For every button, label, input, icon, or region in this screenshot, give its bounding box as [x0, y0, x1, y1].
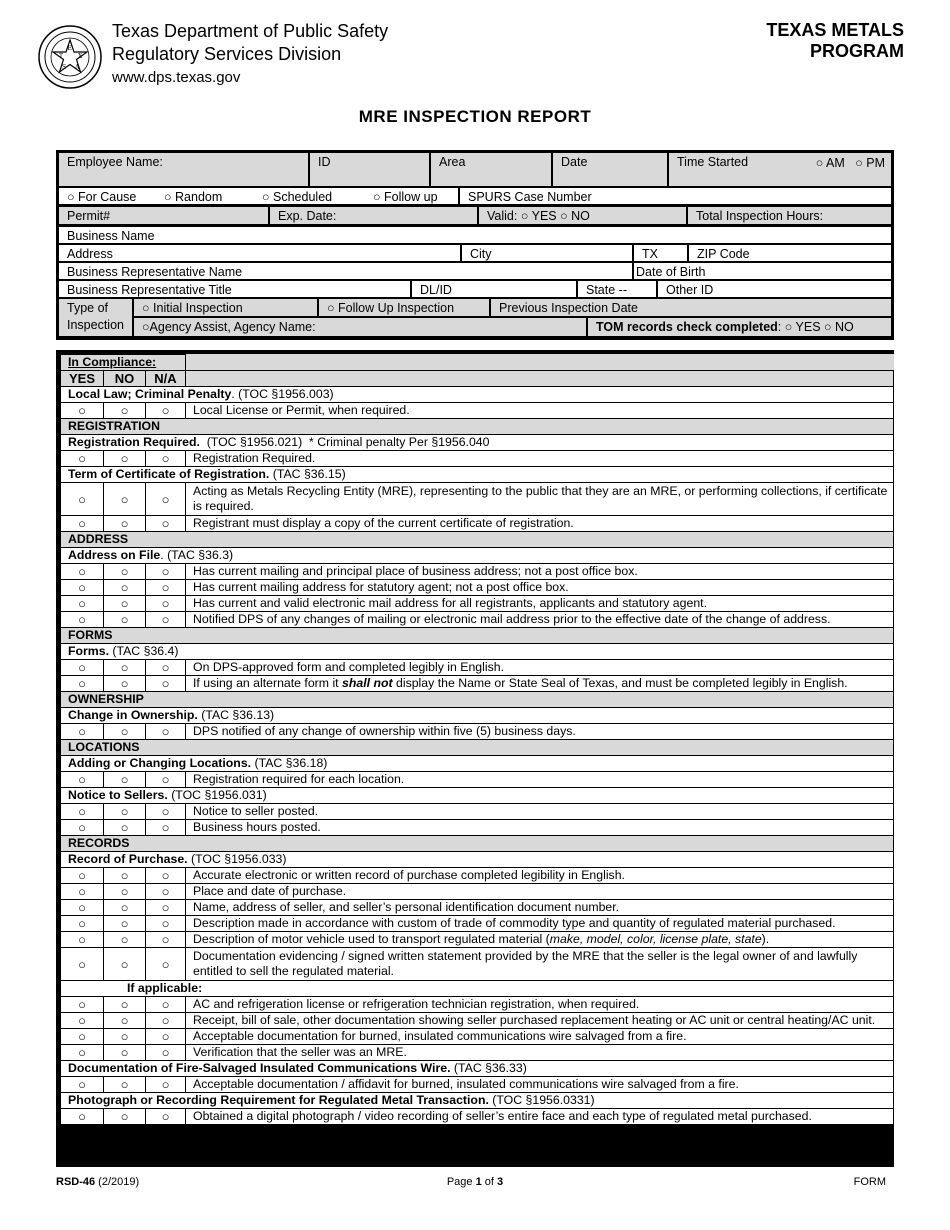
yes-radio[interactable]: ○: [61, 900, 104, 916]
no-radio[interactable]: ○: [104, 1029, 146, 1045]
checklist-item: DPS notified of any change of ownership within five (5) business days.: [186, 724, 894, 740]
na-radio[interactable]: ○: [146, 403, 186, 419]
checklist-row: [61, 804, 894, 820]
form-label: FORM: [853, 1176, 886, 1188]
follow-up-inspection-radio[interactable]: ○ Follow Up Inspection: [319, 299, 489, 316]
yes-radio[interactable]: ○: [61, 451, 104, 467]
employee-name-field[interactable]: Employee Name:: [59, 153, 308, 186]
yes-radio[interactable]: ○: [61, 820, 104, 836]
checklist-row: [61, 932, 894, 948]
state-tx-label: TX: [634, 245, 687, 261]
no-radio[interactable]: ○: [104, 564, 146, 580]
spurs-case-field[interactable]: SPURS Case Number: [460, 188, 891, 204]
other-id-field[interactable]: Other ID: [658, 281, 891, 297]
section-subheading: Record of Purchase. (TOC §1956.033): [61, 852, 894, 868]
section-subheading: Address on File. (TAC §36.3): [61, 548, 894, 564]
address-field[interactable]: Address: [59, 245, 460, 261]
section-subheading: Notice to Sellers. (TOC §1956.031): [61, 788, 894, 804]
no-radio[interactable]: ○: [104, 451, 146, 467]
agency-block: [112, 20, 388, 89]
checklist-item: Has current mailing address for statutory agent; not a post office box.: [186, 580, 894, 596]
checklist-item: Registration required for each location.: [186, 772, 894, 788]
dob-field[interactable]: Date of Birth: [634, 263, 891, 279]
agency-name: Texas Department of Public Safety: [112, 21, 389, 41]
no-radio[interactable]: ○: [104, 596, 146, 612]
inspection-info-form: [56, 150, 894, 340]
na-radio[interactable]: ○: [146, 1013, 186, 1029]
checklist-item: Accurate electronic or written record of purchase completed legibility in English.: [186, 868, 894, 884]
checklist-item: On DPS-approved form and completed legibly in English.: [186, 660, 894, 676]
checklist-item: Has current mailing and principal place of business address; not a post office box.: [186, 564, 894, 580]
na-radio[interactable]: ○: [146, 612, 186, 628]
checklist-row: [61, 660, 894, 676]
na-radio[interactable]: ○: [146, 820, 186, 836]
compliance-checklist: [56, 350, 894, 1167]
section-locations: LOCATIONS: [61, 740, 894, 756]
section-subheading: Local Law; Criminal Penalty. (TOC §1956.003): [61, 387, 894, 403]
dlid-field[interactable]: DL/ID: [412, 281, 576, 297]
no-radio[interactable]: ○: [104, 483, 146, 516]
permit-field[interactable]: Permit#: [59, 207, 268, 224]
checklist-row: [61, 451, 894, 467]
checklist-row: [61, 1045, 894, 1061]
checklist-item: Notified DPS of any changes of mailing or electronic mail address prior to the effective date of the change of address.: [186, 612, 894, 628]
no-radio[interactable]: ○: [104, 1109, 146, 1125]
checklist-item: If using an alternate form it shall not display the Name or State Seal of Texas, and must be completed legibly in English.: [186, 676, 894, 692]
svg-text:E: E: [67, 45, 72, 52]
website-link[interactable]: www.dps.texas.gov: [112, 69, 241, 86]
checklist-row: [61, 820, 894, 836]
if-applicable-label: If applicable:: [61, 981, 894, 997]
checklist-row: [61, 516, 894, 532]
na-radio[interactable]: ○: [146, 772, 186, 788]
na-radio[interactable]: ○: [146, 676, 186, 692]
rep-name-field[interactable]: Business Representative Name: [59, 263, 632, 279]
no-radio[interactable]: ○: [104, 868, 146, 884]
yes-radio[interactable]: ○: [61, 1077, 104, 1093]
section-subheading: Photograph or Recording Requirement for Regulated Metal Transaction. (TOC §1956.0331): [61, 1093, 894, 1109]
section-subheading: Adding or Changing Locations. (TAC §36.18): [61, 756, 894, 772]
checklist-item: Place and date of purchase.: [186, 884, 894, 900]
yes-radio[interactable]: ○: [61, 676, 104, 692]
section-address: ADDRESS: [61, 532, 894, 548]
checklist-row: [61, 564, 894, 580]
checklist-row: [61, 612, 894, 628]
yes-radio[interactable]: ○: [61, 580, 104, 596]
yes-radio[interactable]: ○: [61, 916, 104, 932]
no-radio[interactable]: ○: [104, 804, 146, 820]
yes-radio[interactable]: ○: [61, 1109, 104, 1125]
checklist-row: [61, 1109, 894, 1125]
random-radio[interactable]: ○ Random: [164, 190, 223, 204]
na-radio[interactable]: ○: [146, 660, 186, 676]
checklist-item: Acceptable documentation / affidavit for burned, insulated communications wire salvaged from a fire.: [186, 1077, 894, 1093]
rep-title-field[interactable]: Business Representative Title: [59, 281, 410, 297]
yes-radio[interactable]: ○: [61, 403, 104, 419]
dps-seal-icon: [38, 25, 102, 89]
checklist-item: Acceptable documentation for burned, insulated communications wire salvaged from a fire.: [186, 1029, 894, 1045]
section-subheading: Forms. (TAC §36.4): [61, 644, 894, 660]
no-radio[interactable]: ○: [104, 676, 146, 692]
section-forms: FORMS: [61, 628, 894, 644]
no-radio[interactable]: ○: [104, 820, 146, 836]
na-radio[interactable]: ○: [146, 564, 186, 580]
no-radio[interactable]: ○: [104, 1045, 146, 1061]
na-radio[interactable]: ○: [146, 1045, 186, 1061]
checklist-row: [61, 580, 894, 596]
business-name-field[interactable]: Business Name: [59, 227, 891, 243]
na-radio[interactable]: ○: [146, 724, 186, 740]
time-started-field[interactable]: Time Started ○ AM ○ PM: [669, 153, 891, 186]
no-radio[interactable]: ○: [104, 660, 146, 676]
yes-radio[interactable]: ○: [61, 596, 104, 612]
yes-radio[interactable]: ○: [61, 564, 104, 580]
zip-field[interactable]: ZIP Code: [689, 245, 891, 261]
date-field[interactable]: Date: [553, 153, 667, 186]
yes-radio[interactable]: ○: [61, 660, 104, 676]
checklist-row: [61, 483, 894, 516]
checklist-item: Description made in accordance with custom of trade of commodity type and quantity of regulated material purchased.: [186, 916, 894, 932]
checklist-row: [61, 884, 894, 900]
section-subheading: Term of Certificate of Registration. (TAC §36.15): [61, 467, 894, 483]
no-radio[interactable]: ○: [104, 884, 146, 900]
area-field[interactable]: Area: [431, 153, 551, 186]
no-radio[interactable]: ○: [104, 916, 146, 932]
type-of-inspection-label: Type of Inspection: [59, 299, 132, 336]
no-radio[interactable]: ○: [104, 403, 146, 419]
previous-inspection-date-field[interactable]: Previous Inspection Date: [491, 299, 891, 316]
checklist-row: [61, 1029, 894, 1045]
svg-text:T: T: [59, 53, 64, 60]
no-radio[interactable]: ○: [104, 948, 146, 981]
checklist-row: [61, 403, 894, 419]
na-radio[interactable]: ○: [146, 804, 186, 820]
checklist-item: Local License or Permit, when required.: [186, 403, 894, 419]
in-compliance-heading: In Compliance:: [61, 355, 186, 371]
na-radio[interactable]: ○: [146, 900, 186, 916]
checklist-item: Registrant must display a copy of the current certificate of registration.: [186, 516, 894, 532]
na-radio[interactable]: ○: [146, 916, 186, 932]
na-radio[interactable]: ○: [146, 1029, 186, 1045]
checklist-row: [61, 772, 894, 788]
na-radio[interactable]: ○: [146, 596, 186, 612]
follow-up-radio[interactable]: ○ Follow up: [373, 190, 438, 204]
checklist-item: Has current and valid electronic mail address for all registrants, applicants and statutory agent.: [186, 596, 894, 612]
checklist-item: Business hours posted.: [186, 820, 894, 836]
yes-radio[interactable]: ○: [61, 884, 104, 900]
checklist-row: [61, 596, 894, 612]
checklist-item: Verification that the seller was an MRE.: [186, 1045, 894, 1061]
yes-radio[interactable]: ○: [61, 1045, 104, 1061]
form-id: RSD-46 (2/2019): [56, 1176, 140, 1188]
page-number: Page 1 of 3: [446, 1176, 504, 1188]
na-radio[interactable]: ○: [146, 932, 186, 948]
checklist-item: Documentation evidencing / signed written statement provided by the MRE that the seller is the legal owner of and lawfully entitled to sell the regulated material.: [186, 948, 894, 981]
initial-inspection-radio[interactable]: ○ Initial Inspection: [134, 299, 317, 316]
na-radio[interactable]: ○: [146, 868, 186, 884]
program-title: TEXAS METALS PROGRAM: [766, 20, 904, 61]
compliance-table: [60, 354, 894, 1125]
section-records: RECORDS: [61, 836, 894, 852]
section-ownership: OWNERSHIP: [61, 692, 894, 708]
checklist-row: [61, 676, 894, 692]
checklist-item: Receipt, bill of sale, other documentation showing seller purchased replacement heating or AC unit or central heating/AC unit.: [186, 1013, 894, 1029]
checklist-item: Description of motor vehicle used to transport regulated material (make, model, color, license plate, state).: [186, 932, 894, 948]
yes-radio[interactable]: ○: [61, 724, 104, 740]
section-subheading: Registration Required. (TOC §1956.021) * Criminal penalty Per §1956.040: [61, 435, 894, 451]
checklist-row: [61, 1077, 894, 1093]
yes-radio[interactable]: ○: [61, 612, 104, 628]
scheduled-radio[interactable]: ○ Scheduled: [262, 190, 333, 204]
yes-radio[interactable]: ○: [61, 772, 104, 788]
section-subheading: Documentation of Fire-Salvaged Insulated Communications Wire. (TAC §36.33): [61, 1061, 894, 1077]
yes-radio[interactable]: ○: [61, 1029, 104, 1045]
am-radio[interactable]: ○ AM: [815, 156, 845, 170]
checklist-item: Obtained a digital photograph / video recording of seller’s entire face and each type of regulated metal purchased.: [186, 1109, 894, 1125]
col-na: N/A: [146, 371, 186, 387]
na-radio[interactable]: ○: [146, 451, 186, 467]
col-yes: YES: [61, 371, 104, 387]
id-field[interactable]: ID: [310, 153, 429, 186]
pm-radio[interactable]: ○ PM: [855, 156, 885, 170]
yes-radio[interactable]: ○: [61, 804, 104, 820]
section-registration: REGISTRATION: [61, 419, 894, 435]
division-name: Regulatory Services Division: [112, 44, 342, 64]
checklist-row: [61, 1013, 894, 1029]
checklist-item: AC and refrigeration license or refrigeration technician registration, when required.: [186, 997, 894, 1013]
no-radio[interactable]: ○: [104, 1077, 146, 1093]
no-radio[interactable]: ○: [104, 900, 146, 916]
na-radio[interactable]: ○: [146, 884, 186, 900]
na-radio[interactable]: ○: [146, 580, 186, 596]
checklist-row: [61, 868, 894, 884]
na-radio[interactable]: ○: [146, 483, 186, 516]
section-subheading: Change in Ownership. (TAC §36.13): [61, 708, 894, 724]
checklist-row: [61, 900, 894, 916]
no-radio[interactable]: ○: [104, 580, 146, 596]
state-field[interactable]: State --: [578, 281, 656, 297]
report-title: MRE INSPECTION REPORT: [358, 107, 592, 126]
no-radio[interactable]: ○: [104, 1013, 146, 1029]
na-radio[interactable]: ○: [146, 948, 186, 981]
no-radio[interactable]: ○: [104, 516, 146, 532]
yes-radio[interactable]: ○: [61, 483, 104, 516]
no-radio[interactable]: ○: [104, 932, 146, 948]
no-radio[interactable]: ○: [104, 997, 146, 1013]
exp-date-field[interactable]: Exp. Date:: [270, 207, 477, 224]
checklist-item: Registration Required.: [186, 451, 894, 467]
yes-radio[interactable]: ○: [61, 948, 104, 981]
total-hours-field[interactable]: Total Inspection Hours:: [688, 207, 891, 224]
checklist-item: Notice to seller posted.: [186, 804, 894, 820]
yes-radio[interactable]: ○: [61, 932, 104, 948]
yes-radio[interactable]: ○: [61, 997, 104, 1013]
valid-radio-group[interactable]: Valid: ○ YES ○ NO: [479, 207, 686, 224]
checklist-row: [61, 916, 894, 932]
checklist-row: [61, 948, 894, 981]
checklist-item: Name, address of seller, and seller’s personal identification document number.: [186, 900, 894, 916]
yes-radio[interactable]: ○: [61, 868, 104, 884]
yes-radio[interactable]: ○: [61, 516, 104, 532]
na-radio[interactable]: ○: [146, 516, 186, 532]
na-radio[interactable]: ○: [146, 1109, 186, 1125]
no-radio[interactable]: ○: [104, 612, 146, 628]
city-field[interactable]: City: [462, 245, 632, 261]
svg-text:A: A: [75, 64, 80, 71]
agency-assist-radio[interactable]: ○Agency Assist, Agency Name:: [134, 318, 586, 336]
checklist-row: [61, 724, 894, 740]
no-radio[interactable]: ○: [104, 724, 146, 740]
na-radio[interactable]: ○: [146, 1077, 186, 1093]
no-radio[interactable]: ○: [104, 772, 146, 788]
yes-radio[interactable]: ○: [61, 1013, 104, 1029]
for-cause-radio[interactable]: ○ For Cause: [67, 190, 137, 204]
svg-text:S: S: [62, 64, 67, 71]
checklist-row: [61, 997, 894, 1013]
svg-text:X: X: [78, 53, 83, 60]
tom-records-check[interactable]: TOM records check completed: ○ YES ○ NO: [588, 318, 891, 336]
col-no: NO: [104, 371, 146, 387]
na-radio[interactable]: ○: [146, 997, 186, 1013]
checklist-item: Acting as Metals Recycling Entity (MRE), representing to the public that they are an MRE, or performing collections, if certificate is required.: [186, 483, 894, 516]
